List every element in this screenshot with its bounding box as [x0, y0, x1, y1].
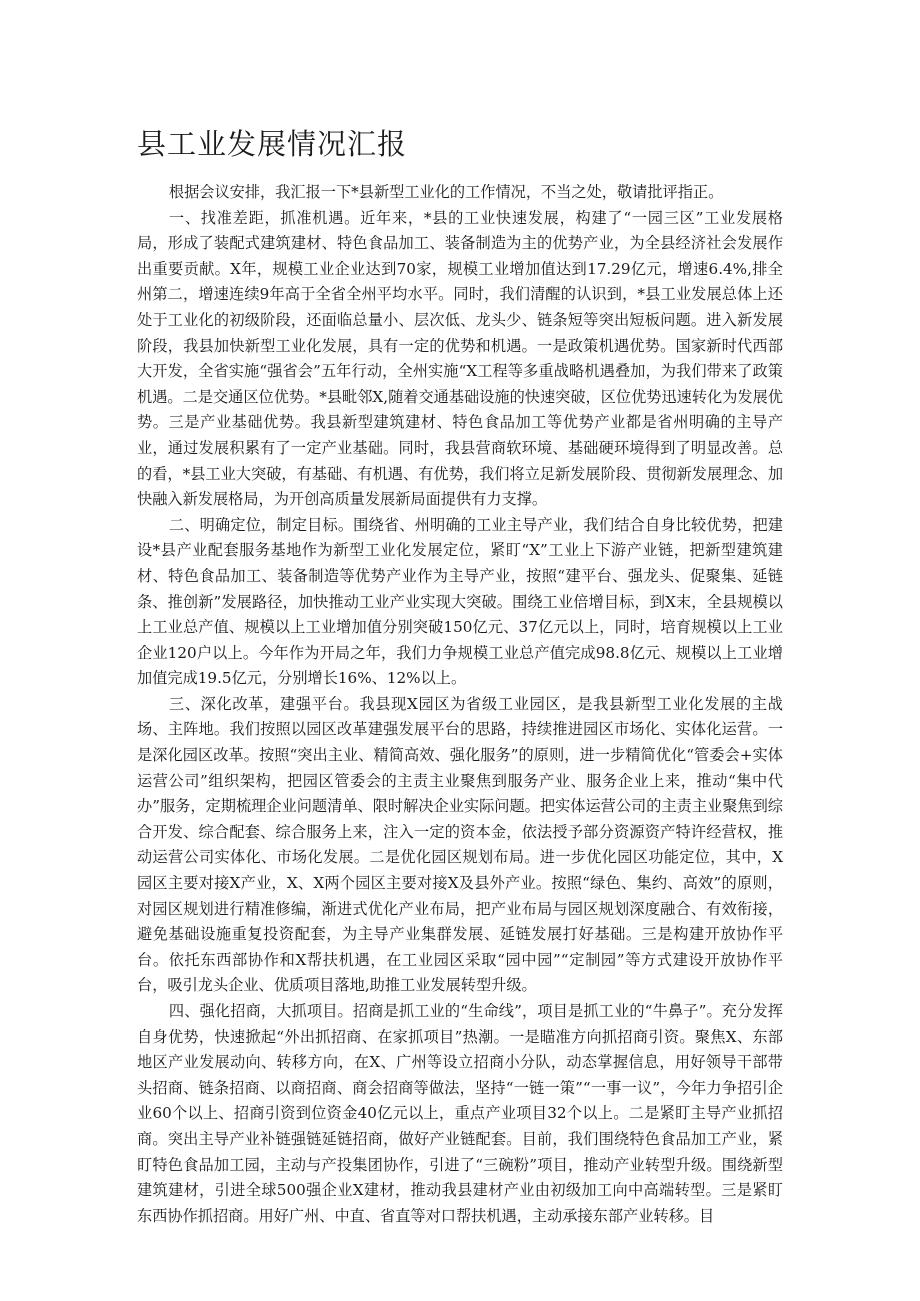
section-one-paragraph: 一、找准差距，抓准机遇。近年来，*县的工业快速发展，构建了“一园三区”工业发展格局，形成了装配式建筑建材、特色食品加工、装备制造为主的优势产业，为全县经济社会发展作出重要贡献。X年，规模工业企业达到70家，规模工业增加值达到17.29亿元，增速6.4%,排全州第二，增速连续9年高于全省全州平均水平。同时，我们清醒的认识到，*县工业发展总体上还处于工业化的初级阶段，还面临总量小、层次低、龙头少、链条短等突出短板问题。进入新发展阶段，我县加快新型工业化发展，具有一定的优势和机遇。一是政策机遇优势。国家新时代西部大开发，全省实施“强省会”五年行动，全州实施“X工程等多重战略机遇叠加，为我们带来了政策机遇。二是交通区位优势。*县毗邻X,随着交通基础设施的快速突破，区位优势迅速转化为发展优势。三是产业基础优势。我县新型建筑建材、特色食品加工等优势产业都是省州明确的主导产业，通过发展积累有了一定产业基础。同时，我县营商软环境、基础硬环境得到了明显改善。总的看，*县工业大突破，有基础、有机遇、有优势，我们将立足新发展阶段、贯彻新发展理念、加快融入新发展格局，为开创高质量发展新局面提供有力支撑。 — [137, 208, 783, 509]
section-two-paragraph: 二、明确定位，制定目标。围绕省、州明确的工业主导产业，我们结合自身比较优势，把建设*县产业配套服务基地作为新型工业化发展定位，紧盯“X”工业上下游产业链，把新型建筑建材、特色食品加工、装备制造等优势产业作为主导产业，按照“建平台、强龙头、促聚集、延链条、推创新”发展路径，加快推动工业产业实现大突破。围绕工业倍增目标，到X末，全县规模以上工业总产值、规模以上工业增加值分别突破150亿元、37亿元以上，同时，培育规模以上工业企业120户以上。今年作为开局之年，我们力争规模工业总产值完成98.8亿元、规模以上工业增加值完成19.5亿元，分别增长16%、12%以上。 — [137, 515, 783, 688]
document-body — [137, 180, 783, 1229]
section-four-paragraph: 四、强化招商，大抓项目。招商是抓工业的“生命线”，项目是抓工业的“牛鼻子”。充分发挥自身优势，快速掀起“外出抓招商、在家抓项目”热潮。一是瞄准方向抓招商引资。聚焦X、东部地区产业发展动向、转移方向，在X、广州等设立招商小分队，动态掌握信息，用好领导干部带头招商、链条招商、以商招商、商会招商等做法，坚持“一链一策”“一事一议”，今年力争招引企业60个以上、招商引资到位资金40亿元以上，重点产业项目32个以上。二是紧盯主导产业抓招商。突出主导产业补链强链延链招商，做好产业链配套。目前，我们围绕特色食品加工产业，紧盯特色食品加工园，主动与产投集团协作，引进了“三碗粉”项目，推动产业转型升级。围绕新型建筑建材，引进全球500强企业X建材，推动我县建材产业由初级加工向中高端转型。三是紧盯东西协作抓招商。用好广州、中直、省直等对口帮扶机遇，主动承接东部产业转移。目 — [137, 1002, 783, 1225]
section-three-paragraph: 三、深化改革，建强平台。我县现X园区为省级工业园区，是我县新型工业化发展的主战场、主阵地。我们按照以园区改革建强发展平台的思路，持续推进园区市场化、实体化运营。一是深化园区改革。按照“突出主业、精简高效、强化服务”的原则，进一步精简优化“管委会+实体运营公司”组织架构，把园区管委会的主责主业聚焦到服务产业、服务企业上来，推动“集中代办”服务，定期梳理企业问题清单、限时解决企业实际问题。把实体运营公司的主责主业聚焦到综合开发、综合配套、综合服务上来，注入一定的资本金，依法授予部分资源资产特许经营权，推动运营公司实体化、市场化发展。二是优化园区规划布局。进一步优化园区功能定位，其中，X园区主要对接X产业，X、X两个园区主要对接X及县外产业。按照“绿色、集约、高效”的原则，对园区规划进行精准修编，渐进式优化产业布局，把产业布局与园区规划深度融合、有效衔接，避免基础设施重复投资配套，为主导产业集群发展、延链发展打好基础。三是构建开放协作平台。依托东西部协作和X帮扶机遇，在工业园区采取“园中园”“定制园”等方式建设开放协作平台，吸引龙头企业、优质项目落地,助推工业发展转型升级。 — [137, 694, 783, 995]
document-title: 县工业发展情况汇报 — [137, 127, 408, 161]
opening-paragraph: 根据会议安排，我汇报一下*县新型工业化的工作情况，不当之处，敬请批评指正。 — [168, 183, 724, 201]
